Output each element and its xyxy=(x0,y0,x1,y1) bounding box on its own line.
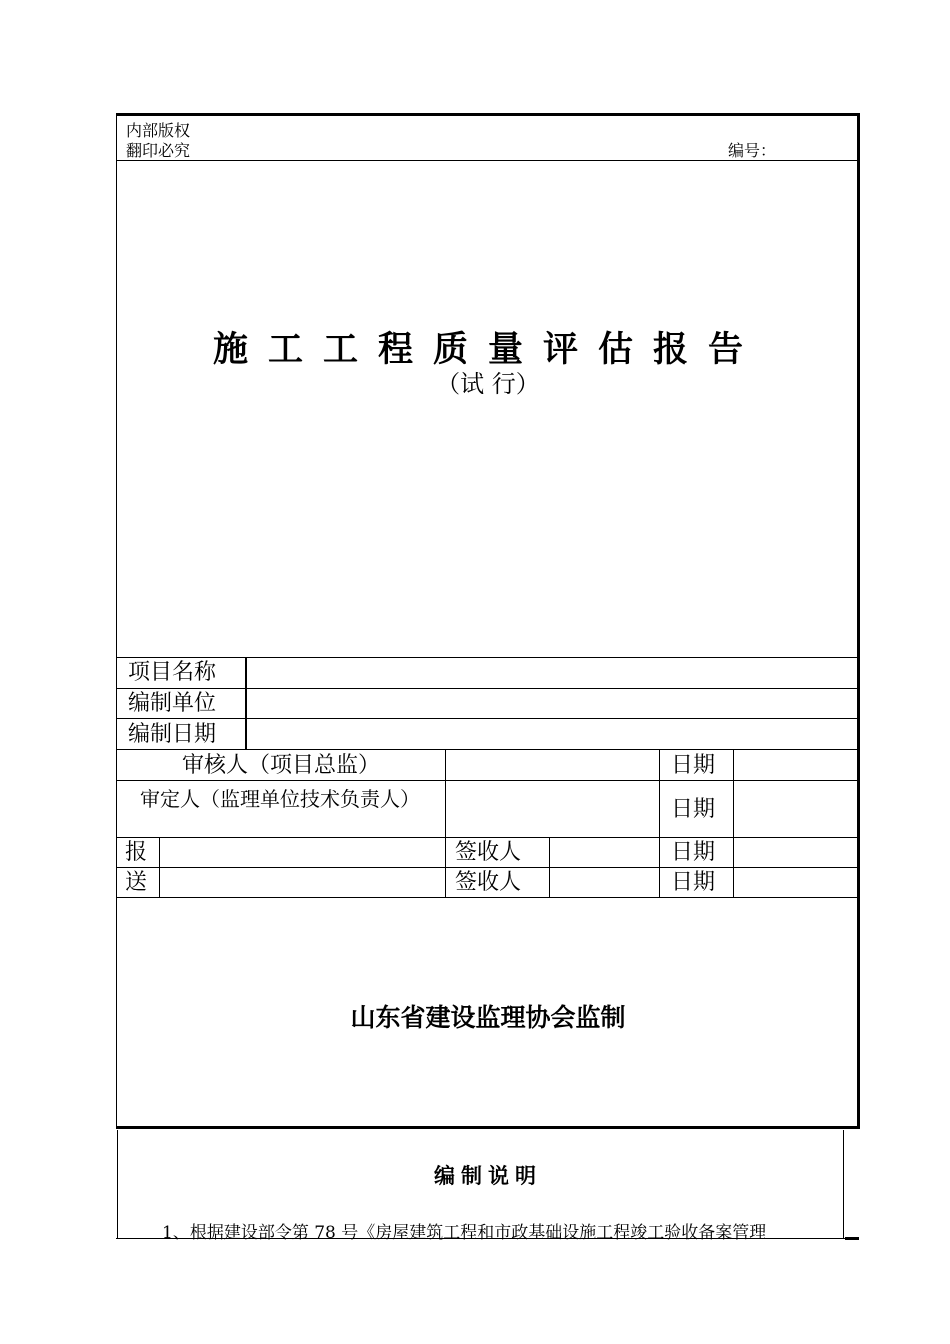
form-line xyxy=(549,837,550,897)
cover-frame xyxy=(116,113,860,1129)
project-name-label: 项目名称 xyxy=(128,660,217,685)
notes-line-1: 1、根据建设部令第 78 号《房屋建筑工程和市政基础设施工程竣工验收备案管理 xyxy=(162,1223,767,1243)
report-recipient-field[interactable] xyxy=(161,839,444,866)
form-line xyxy=(116,749,860,750)
form-line xyxy=(116,867,860,868)
notes-title: 编制说明 xyxy=(434,1164,542,1188)
form-line xyxy=(159,837,160,897)
approver-label: 审定人（监理单位技术负责人） xyxy=(140,787,420,811)
number-label: 编号： xyxy=(728,141,777,160)
form-line xyxy=(116,718,860,719)
issuer-text: 山东省建设监理协会监制 xyxy=(350,1003,626,1032)
report-receiver-field[interactable] xyxy=(551,839,658,866)
form-line xyxy=(245,657,247,749)
report-receiver-label: 签收人 xyxy=(455,840,522,865)
prepared-date-label: 编制日期 xyxy=(128,722,217,747)
copyright-line-2: 翻印必究 xyxy=(126,141,191,160)
send-receiver-field[interactable] xyxy=(551,869,658,896)
project-name-field[interactable] xyxy=(248,659,856,687)
send-date-label: 日期 xyxy=(671,870,716,895)
reviewer-field[interactable] xyxy=(447,752,657,779)
form-line xyxy=(733,749,734,897)
form-line xyxy=(116,837,860,838)
report-date-label: 日期 xyxy=(671,840,716,865)
send-date-field[interactable] xyxy=(735,869,856,896)
send-receiver-label: 签收人 xyxy=(455,870,522,895)
form-line xyxy=(445,749,446,897)
notes-box-mark xyxy=(845,1237,859,1240)
approver-date-label: 日期 xyxy=(671,797,716,822)
approver-date-field[interactable] xyxy=(735,782,856,836)
form-line xyxy=(116,780,860,781)
report-title: 施工工程质量评估报告 xyxy=(212,329,763,370)
reviewer-label: 审核人（项目总监） xyxy=(181,753,380,778)
approver-field[interactable] xyxy=(447,782,657,836)
form-line xyxy=(116,657,860,658)
form-line xyxy=(659,749,660,897)
report-subtitle: （试 行） xyxy=(436,370,540,398)
prepared-date-field[interactable] xyxy=(248,721,856,748)
reviewer-date-label: 日期 xyxy=(671,753,716,778)
header-divider xyxy=(116,160,860,161)
report-date-field[interactable] xyxy=(735,839,856,866)
prepared-by-label: 编制单位 xyxy=(128,691,217,716)
report-label: 报 xyxy=(125,840,148,865)
prepared-by-field[interactable] xyxy=(248,690,856,717)
send-recipient-field[interactable] xyxy=(161,869,444,896)
form-line xyxy=(116,688,860,689)
form-line xyxy=(116,897,860,898)
send-label: 送 xyxy=(125,870,148,895)
reviewer-date-field[interactable] xyxy=(735,752,856,779)
copyright-line-1: 内部版权 xyxy=(126,121,191,140)
